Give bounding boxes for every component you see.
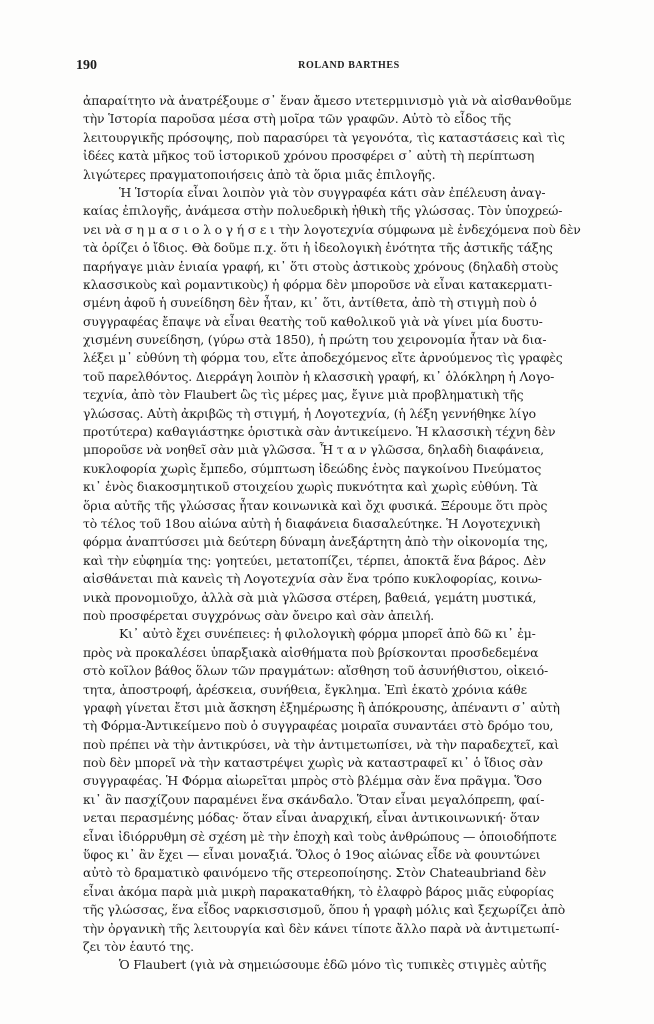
text-line: κυκλοφορία χωρὶς ἔμπεδο, σύμπτωση ἰδεώδης ἑνὸς παγκοίνου Πνεύματος (83, 460, 542, 476)
text-line: εἶναι ἀκόμα παρὰ μιὰ μικρὴ παρακαταθήκη, τὸ ἐλαφρὸ βάρος μιᾶς εὐφορίας (83, 883, 554, 899)
text-line: νεται περασμένης μόδας· ὅταν εἶναι ἀναρχική, εἶναι ἀντικοινωνική· ὅταν (83, 810, 540, 826)
body-text (83, 92, 625, 975)
text-line: κλασσικοὺς καὶ ρομαντικοὺς) ἡ φόρμα δὲν μποροῦσε νὰ εἶναι κατακερματι- (83, 276, 553, 292)
running-head: ROLAND BARTHES (298, 60, 400, 71)
text-line: νικὰ προνομιοῦχο, ἀλλὰ σὰ μιὰ γλῶσσα στέρεη, βαθειά, γεμάτη μυστικά, (83, 589, 537, 605)
text-line: αὐτὸ τὸ δραματικὸ φαινόμενο τῆς στερεοποίησης. Στὸν Chateaubriand δὲν (83, 865, 547, 881)
text-line: αἰσθάνεται πιὰ κανεὶς τὴ Λογοτεχνία σὰν ἕνα τρόπο κυκλοφορίας, κοινω- (83, 571, 542, 587)
text-line: τὸ τέλος τοῦ 18ου αἰώνα αὐτὴ ἡ διαφάνεια διασαλεύτηκε. Ἡ Λογοτεχνικὴ (83, 515, 540, 531)
text-line: χισμένη συνείδηση, (γύρω στὰ 1850), ἡ πρώτη του χειρονομία ἦταν νὰ δια- (83, 332, 547, 348)
paragraph-start-line: Ὁ Flaubert (γιὰ νὰ σημειώσουμε ἐδῶ μόνο τὶς τυπικὲς στιγμὲς αὐτῆς (119, 957, 547, 973)
text-line: φόρμα ἀναπτύσσει μιὰ δεύτερη δύναμη ἀνεξάρτητη ἀπὸ τὴν οἰκονομία της, (83, 534, 549, 550)
text-line: τεχνία, ἀπὸ τὸν Flaubert ὣς τὶς μέρες μας, ἔγινε μιὰ προβληματικὴ τῆς (83, 387, 524, 403)
text-line: ποὺ δὲν μπορεῖ νὰ τὴν καταστρέψει χωρὶς νὰ καταστραφεῖ κι᾽ ὁ ἴδιος σὰν (83, 755, 543, 771)
text-line: λιγώτερες πραγματοποιήσεις ἀπὸ τὰ ὅρια μιᾶς ἐπιλογῆς. (83, 166, 436, 182)
paragraph-start-line: Κι᾽ αὐτὸ ἔχει συνέπειες: ἡ φιλολογικὴ φόρμα μπορεῖ ἀπὸ δῶ κι᾽ ἐμ- (119, 626, 536, 642)
page-number: 190 (76, 58, 97, 73)
text-line: ποὺ πρέπει νὰ τὴν ἀντικρύσει, νὰ τὴν ἀντιμετωπίσει, νὰ τὴν παραδεχτεῖ, καὶ (83, 736, 559, 752)
text-line: καίας ἐπιλογῆς, ἀνάμεσα στὴν πολυεδρικὴ ἠθικὴ τῆς γλώσσας. Τὸν ὑποχρεώ- (83, 203, 563, 219)
text-line: γλώσσας. Αὐτὴ ἀκριβῶς τὴ στιγμή, ἡ Λογοτεχνία, (ἡ λέξη γεννήθηκε λίγο (83, 405, 536, 421)
text-line: τοῦ παρελθόντος. Διερράγη λοιπὸν ἡ κλασσικὴ γραφή, κι᾽ ὁλόκληρη ἡ Λογο- (83, 368, 555, 384)
text-line: ἀπαραίτητο νὰ ἀνατρέξουμε σ᾽ ἕναν ἄμεσο ντετερμινισμὸ γιὰ νὰ αἰσθανθοῦμε (83, 93, 572, 108)
text-line: λέξει μ᾽ εὐθύνη τὴ φόρμα του, εἴτε ἀποδεχόμενος εἴτε ἀρνούμενος τὶς γραφὲς (83, 350, 563, 366)
paragraph-start-line: Ἡ Ἱστορία εἶναι λοιπὸν γιὰ τὸν συγγραφέα κάτι σὰν ἐπέλευση ἀναγ- (119, 184, 546, 200)
text-line: ὕφος κι᾽ ἂν ἔχει — εἶναι μοναξιά. Ὅλος ὁ 19ος αἰώνας εἶδε νὰ φουντώνει (83, 847, 541, 863)
text-line: τητα, ἀποστροφή, ἀρέσκεια, συνήθεια, ἔγκλημα. Ἐπὶ ἑκατὸ χρόνια κάθε (83, 681, 527, 697)
text-line: κι᾽ ἑνὸς διακοσμητικοῦ στοιχείου χωρὶς πυκνότητα καὶ χωρὶς εὐθύνη. Τὰ (83, 479, 538, 495)
text-line: τὴν Ἱστορία παροῦσα μέσα στὴ μοῖρα τῶν γραφῶν. Αὐτὸ τὸ εἶδος τῆς (83, 111, 512, 127)
text-line: προτύτερα) καθαγιάστηκε ὁριστικὰ σὰν ἀντικείμενο. Ἡ κλασσικὴ τέχνη δὲν (83, 424, 556, 440)
text-line: παρήγαγε μιὰν ἑνιαία γραφή, κι᾽ ὅτι στοὺς ἀστικοὺς χρόνους (δηλαδὴ στοὺς (83, 258, 559, 274)
text-line: κι᾽ ἂν πασχίζουν παραμένει ἕνα σκάνδαλο. Ὅταν εἶναι μεγαλόπρεπη, φαί- (83, 791, 545, 807)
text-line: σμένη ἀφοῦ ἡ συνείδηση δὲν ἦταν, κι᾽ ὅτι, ἀντίθετα, ἀπὸ τὴ στιγμὴ ποὺ ὁ (83, 295, 537, 311)
text-line: ποὺ προσφέρεται συγχρόνως σὰν ὄνειρο καὶ σὰν ἀπειλή. (83, 607, 435, 623)
text-line: γραφὴ γίνεται ἔτσι μιὰ ἄσκηση ἐξημέρωσης ἢ ἀπόκρουσης, ἀπέναντι σ᾽ αὐτὴ (83, 699, 560, 715)
text-line: καὶ τὴν εὐφημία της: γοητεύει, μετατοπίζει, τέρπει, ἀποκτᾶ ἕνα βάρος. Δὲν (83, 552, 546, 568)
text-line: τὴ Φόρμα-Ἀντικείμενο ποὺ ὁ συγγραφέας μοιραῖα συναντάει στὸ δρόμο του, (83, 718, 554, 734)
text-line: λειτουργικῆς πρόσοψης, ποὺ παρασύρει τὰ γεγονότα, τὶς καταστάσεις καὶ τὶς (83, 129, 565, 145)
page-header (76, 58, 622, 78)
text-line: τὰ ὁρίζει ὁ ἴδιος. Θὰ δοῦμε π.χ. ὅτι ἡ ἰδεολογικὴ ἑνότητα τῆς ἀστικῆς τάξης (83, 240, 553, 256)
text-line: στὸ κοῖλον βάθος ὅλων τῶν πραγμάτων: αἴσθηση τοῦ ἀσυνήθιστου, οἰκειό- (83, 663, 549, 679)
text-line: ἰδέες κατὰ μῆκος τοῦ ἱστορικοῦ χρόνου προσφέρει σ᾽ αὐτὴ τὴ περίπτωση (83, 148, 535, 164)
text-line: τῆς γλώσσας, ἕνα εἶδος ναρκισσισμοῦ, ὅπου ἡ γραφὴ μόλις καὶ ξεχωρίζει ἀπὸ (83, 902, 566, 918)
text-line: μποροῦσε νὰ νοηθεῖ σὰν μιὰ γλῶσσα. Ἦ τ α ν γλῶσσα, δηλαδὴ διαφάνεια, (83, 442, 544, 458)
text-line: ὅρια αὐτῆς τῆς γλώσσας ἦταν κοινωνικὰ καὶ ὄχι φυσικά. Ξέρουμε ὅτι πρὸς (83, 497, 548, 513)
text-line: τὴν ὀργανικὴ τῆς λειτουργία καὶ δὲν κάνει τίποτε ἄλλο παρὰ νὰ ἀντιμετωπί- (83, 920, 560, 936)
text-line: ζει τὸν ἑαυτό της. (83, 938, 194, 954)
text-line: νει νὰ σ η μ α σ ι ο λ ο γ ή σ ε ι τὴν λογοτεχνία σύμφωνα μὲ ἐνδεχόμενα ποὺ δὲν (83, 221, 581, 237)
text-line: εἶναι ἰδιόρρυθμη σὲ σχέση μὲ τὴν ἐποχὴ καὶ τοὺς ἀνθρώπους — ὁποιοδήποτε (83, 828, 557, 844)
text-line: συγγραφέας ἔπαψε νὰ εἶναι θεατὴς τοῦ καθολικοῦ γιὰ νὰ γίνει μία δυστυ- (83, 313, 543, 329)
text-line: πρὸς νὰ προκαλέσει ὑπαρξιακὰ αἰσθήματα ποὺ βρίσκονται προσδεδεμένα (83, 644, 539, 660)
text-line: συγγραφέας. Ἡ Φόρμα αἰωρεῖται μπρὸς στὸ βλέμμα σὰν ἕνα πρᾶγμα. Ὅσο (83, 773, 542, 789)
